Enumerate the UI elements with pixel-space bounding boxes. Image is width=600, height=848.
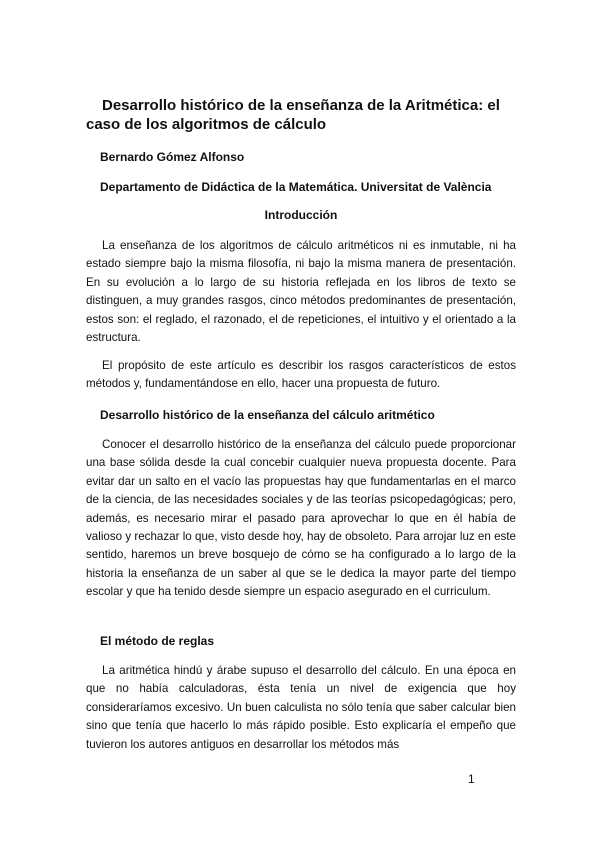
section-heading-rules-method: El método de reglas [100, 634, 215, 648]
intro-heading: Introducción [264, 208, 338, 222]
paragraph-rules-method: La aritmética hindú y árabe supuso el desarrollo del cálculo. En una época en que no había calculadoras, ésta tenía un nivel de exigencia que hoy consideraríamos excesivo. Un buen calculista no sólo tenía que saber calcular bien sino que tenía que hacerlo lo más rápido posible. Esto explicaría el empeño que tuvieron los autores antiguos en desarrollar los métodos más [86, 664, 516, 751]
page-number: 1 [468, 772, 475, 786]
paragraph-history: Conocer el desarrollo histórico de la enseñanza del cálculo puede proporcionar una base sólida desde la cual concebir cualquier nueva propuesta docente. Para evitar dar un salto en el vacío las propuestas hay que fundamentarlas en el marco de la ciencia, de las necesidades sociales y de las teorías psicopedagógicas; pero, además, es necesario mirar el pasado para aprovechar lo que en él había de valioso y rechazar lo que, visto desde hoy, hay de obsoleto. Para arrojar luz en este sentido, haremos un breve bosquejo de cómo se ha configurado a lo largo de la historia la enseñanza de un saber al que se le dedica la mayor parte del tiempo escolar y que ha tenido desde siempre un espacio asegurado en el curriculum. [86, 438, 516, 599]
section-heading-history: Desarrollo histórico de la enseñanza del cálculo aritmético [100, 408, 435, 422]
paragraph-intro-2: El propósito de este artículo es describir los rasgos característicos de estos métodos y, fundamentándose en ello, hacer una propuesta de futuro. [86, 359, 516, 391]
author-affiliation: Departamento de Didáctica de la Matemática. Universitat de València [100, 180, 492, 194]
paragraph-intro-1: La enseñanza de los algoritmos de cálculo aritméticos ni es inmutable, ni ha estado siempre bajo la misma filosofía, ni bajo la misma manera de presentación. En su evolución a lo largo de su historia reflejada en los libros de texto se distinguen, a muy grandes rasgos, cinco métodos predominantes de presentación, estos son: el reglado, el razonado, el de repeticiones, el intuitivo y el orientado a la estructura. [86, 239, 516, 345]
author-name: Bernardo Gómez Alfonso [100, 150, 245, 164]
document-title: Desarrollo histórico de la enseñanza de la Aritmética: el caso de los algoritmos de cálculo [86, 97, 500, 133]
